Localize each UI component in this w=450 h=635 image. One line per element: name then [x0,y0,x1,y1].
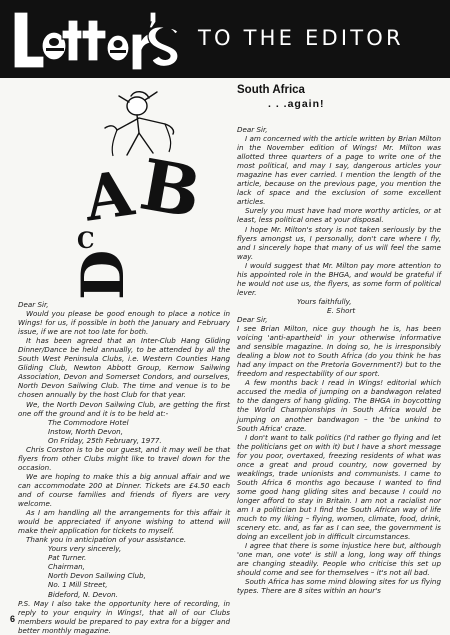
paragraph: Dear Sir, [237,314,268,324]
right-column-letters [237,125,441,595]
paragraph: I don't want to talk politics (I'd rather go flying and let the politicians get on with it) but I have a short message for you poor, overtaxed, freezing residents of what was once a great and proud country, now governed by weaklings, trade unionists and communists. I came to South Africa 6 months ago because I wanted to find some good hang gliding sites and because I could no longer afford to stay in Britain. I am not a racialist nor am I a politician but I find the South African way of life much to my liking – flying, women, climate, food, drink, scenery etc. and, as far as I can see, the government is doing an excellent job in difficult circumstances. [237,432,441,542]
letter-d: D [69,249,137,300]
paragraph: A few months back I read in Wings! editorial which accused the media of jumping on a bandwagon related to the dangers of hang gliding. The BHGA in boycotting the World Championships in South Africa would be jumping on another bandwagon – the 'be unkind to South Africa' craze. [237,378,441,433]
letter-a: A [79,156,138,236]
paragraph: I would suggest that Mr. Milton pay more attention to his appointed role in the BHGA, and would be grateful if he would not use us, the flyers, as some form of political lever. [237,260,441,297]
paragraph: It has been agreed that an Inter-Club Hang Gliding Dinner/Dance be held annually, to be attended by all the South West Peninsula Clubs, i.e. Western Counties Hang Gliding Club, Newton Abbott Group, Kernow Sailwing Association, Devon and Somerset Condors, and ourselves, North Devon Sailwing Club. The time and venue is to be chosen annually by the host Club for that year. [18,336,230,400]
left-column-letter [18,300,230,635]
letter-b: B [134,142,207,235]
paragraph: Dear Sir, [18,300,49,309]
signature-line: Pat Turner. [48,553,87,563]
paragraph: I see Brian Milton, nice guy though he is, has been voicing 'anti-apartheid' in your otherwise informative and sensible magazine. In doing so, he is irresponsibly dealing a blow not to South Africa (do you think he has had any impact on the Pretoria Government?) but to the freedom and respectability of our sport. [237,324,441,379]
letter-c: C [77,228,95,254]
signature-line: Yours faithfully, [297,296,352,306]
signature-line: North Devon Sailwing Club, [48,571,146,581]
paragraph: I hope Mr. Milton's story is not taken seriously by the flyers amongst us, I personally, don't care where I fly, and I sincerely hope that many of us will feel the same way. [237,224,441,261]
banner-title: TO THE EDITOR [198,26,404,50]
article-headline: South Africa [237,84,305,96]
address-line: On Friday, 25th February, 1977. [48,435,162,445]
letters-logo-art [10,6,180,72]
address-line: Instow, North Devon, [48,426,123,436]
paragraph: We, the North Devon Sailwing Club, are getting the first one off the ground and it is to be held at:- [18,399,230,418]
letters-illustration [45,88,225,298]
cartoon-figure-with-letters [45,88,225,298]
signature-line: Chairman, [48,562,85,572]
paragraph: Would you please be good enough to place a notice in Wings! for us, if possible in both the January and February issue, if we are not too late for both. [18,309,230,337]
address-line: The Commodore Hotel [48,417,129,427]
signature-line: Bideford, N. Devon. [48,589,118,599]
paragraph: We are hoping to make this a big annual affair and we can accommodate 200 at Dinner. Tickets are £4.50 each and of course families and friends of flyers are very welcome. [18,471,230,509]
paragraph: I agree that there is some injustice here but, although 'one man, one vote' is still a long, long way off things are changing steadily. People who criticise this set up should come and see for themselves – it's not all bad. [237,541,441,578]
letters-logo [10,6,180,72]
postscript: P.S. May I also take the opportunity here of recording, in reply to your enquiry in Wings!, that all of our Clubs members would be prepared to pay extra for a bigger and better monthly magazine. [18,598,230,635]
signature-line: Yours very sincerely, [48,544,122,554]
paragraph: Dear Sir, [237,125,268,134]
paragraph: I am concerned with the article written by Brian Milton in the November edition of Wings! Mr. Milton was allotted three quarters of a page to write one of the most political, and may I say, dangerous articles your magazine has ever carried. I mention the length of the article, because on the previous page, you mention the lack of space and the exclusion of some excellent articles. [237,134,441,207]
page-number: 6 [10,614,16,624]
paragraph: As I am handling all the arrangements for this affair it would be appreciated if anyone wishing to attend will make their application for tickets to myself. [18,508,230,536]
paragraph: Surely you must have had more worthy articles, or at least, less political ones at your disposal. [237,206,441,225]
paragraph: Chris Corston is to be our guest, and it may well be that flyers from other Clubs might like to travel down for the occasion. [18,444,230,472]
signature-line: No. 1 Mill Street, [48,580,108,590]
article-subhead: . . .again! [268,98,325,110]
header-banner [0,0,450,78]
paragraph: South Africa has some mind blowing sites for us flying types. There are 8 sites within an hour's [237,577,441,596]
signature-line: E. Short [327,305,356,315]
paragraph: Thank you in anticipation of your assistance. [26,535,187,545]
